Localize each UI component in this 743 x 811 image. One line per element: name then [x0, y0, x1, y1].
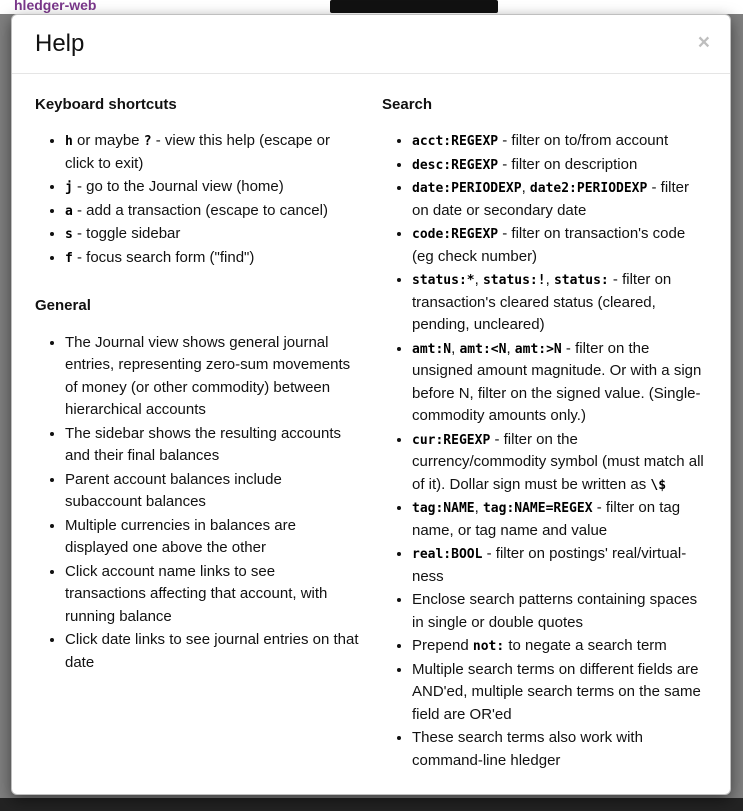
list-item: • The Journal view shows general journal entries, representing zero-sum movements of money (or other commodity) between hierarchical accounts: [65, 332, 360, 422]
code-token: date:PERIODEXP: [412, 181, 522, 197]
list-item: • Parent account balances include subaccount balances: [65, 469, 360, 514]
list-item: • Click account name links to see transactions affecting that account, with running balance: [65, 561, 360, 629]
list-item: • desc:REGEXP - filter on description: [412, 154, 707, 177]
list-item: • s - toggle sidebar: [65, 223, 360, 246]
keyboard-shortcuts-list: [35, 130, 360, 269]
code-token: cur:REGEXP: [412, 432, 491, 448]
modal-body: [12, 74, 730, 794]
general-heading: General: [35, 297, 91, 315]
list-item: • Multiple currencies in balances are displayed one above the other: [65, 515, 360, 560]
list-item: • h or maybe ? - view this help (escape or click to exit): [65, 130, 360, 175]
general-list: [35, 332, 360, 675]
list-item: • a - add a transaction (escape to cancel): [65, 200, 360, 223]
code-token: amt:N: [412, 341, 452, 357]
close-icon[interactable]: ×: [694, 30, 714, 55]
modal-header: [12, 15, 730, 74]
code-token: amt:<N: [459, 341, 507, 357]
modal-title: Help: [35, 30, 85, 57]
code-token: tag:NAME=REGEX: [482, 501, 593, 517]
list-item: • Click date links to see journal entries on that date: [65, 629, 360, 674]
code-token: status:*: [412, 273, 475, 289]
code-token: status:!: [482, 273, 546, 289]
list-item: • The sidebar shows the resulting accounts and their final balances: [65, 423, 360, 468]
list-item: • cur:REGEXP - filter on the currency/commodity symbol (must match all of it). Dollar sign must be written as \$: [412, 429, 707, 497]
list-item: • Enclose search patterns containing spaces in single or double quotes: [412, 589, 707, 634]
search-heading: Search: [382, 95, 433, 113]
code-token: j: [65, 180, 73, 196]
code-token: \$: [650, 477, 667, 493]
code-token: acct:REGEXP: [412, 134, 499, 150]
code-token: code:REGEXP: [412, 227, 499, 243]
code-token: a: [65, 203, 73, 219]
code-token: status:: [553, 273, 609, 289]
code-token: amt:>N: [514, 341, 562, 357]
code-token: real:BOOL: [412, 547, 483, 563]
code-token: ?: [143, 134, 152, 150]
list-item: • real:BOOL - filter on postings' real/virtual-ness: [412, 543, 707, 588]
list-item: • These search terms also work with command-line hledger: [412, 727, 707, 772]
code-token: f: [65, 250, 73, 266]
list-item: • amt:N, amt:<N, amt:>N - filter on the unsigned amount magnitude. Or with a sign before N, filter on the signed value. (Single-commodity amounts only.): [412, 338, 707, 428]
code-token: tag:NAME: [412, 501, 475, 517]
list-item: • f - focus search form ("find"): [65, 247, 360, 270]
right-column: [382, 94, 707, 774]
list-item: • Prepend not: to negate a search term: [412, 635, 707, 658]
list-item: • status:*, status:!, status: - filter on transaction's cleared status (cleared, pending, uncleared): [412, 269, 707, 337]
code-token: h: [65, 134, 73, 150]
list-item: • j - go to the Journal view (home): [65, 176, 360, 199]
help-modal: [11, 14, 731, 795]
brand-link[interactable]: hledger-web: [14, 0, 97, 13]
list-item: • Multiple search terms on different fields are AND'ed, multiple search terms on the same field are OR'ed: [412, 659, 707, 727]
code-token: s: [65, 227, 73, 243]
left-column: [35, 94, 360, 774]
list-item: • tag:NAME, tag:NAME=REGEX - filter on tag name, or tag name and value: [412, 497, 707, 542]
list-item: • acct:REGEXP - filter on to/from account: [412, 130, 707, 153]
background-bottom-bar: [0, 798, 743, 811]
search-list: [382, 130, 707, 772]
keyboard-shortcuts-heading: Keyboard shortcuts: [35, 95, 177, 113]
list-item: • date:PERIODEXP, date2:PERIODEXP - filter on date or secondary date: [412, 177, 707, 222]
list-item: • code:REGEXP - filter on transaction's code (eg check number): [412, 223, 707, 268]
code-token: desc:REGEXP: [412, 157, 499, 173]
background-heading-fragment: [330, 0, 498, 13]
code-token: not:: [472, 639, 505, 655]
code-token: date2:PERIODEXP: [529, 181, 648, 197]
